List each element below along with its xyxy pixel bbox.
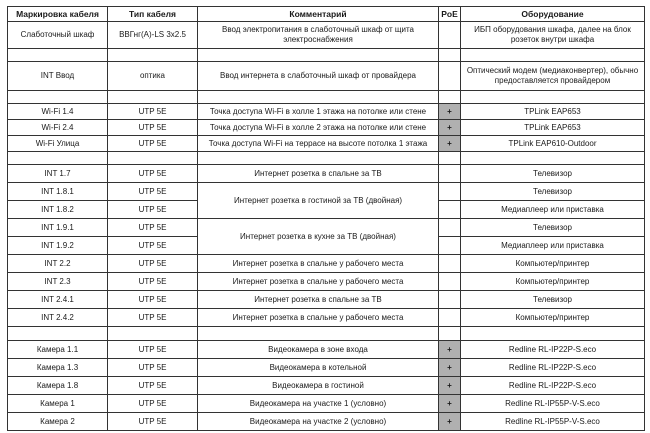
cell-equipment: Redline RL-IP55P-V-S.eco	[461, 413, 645, 431]
table-row	[8, 183, 645, 201]
cable-table	[7, 6, 645, 431]
cell-poe	[439, 62, 461, 91]
cell-comment	[198, 327, 439, 341]
cell-type	[108, 152, 198, 165]
cell-marking: Wi-Fi 2.4	[8, 120, 108, 136]
cell-poe: +	[439, 359, 461, 377]
cell-type	[108, 91, 198, 104]
cell-comment	[198, 49, 439, 62]
cell-marking: INT 1.7	[8, 165, 108, 183]
cell-type: UTP 5E	[108, 237, 198, 255]
spacer-row	[8, 49, 645, 62]
cell-poe	[439, 22, 461, 49]
spacer-row	[8, 327, 645, 341]
cell-comment: Точка доступа Wi-Fi на террасе на высоте потолка 1 этажа	[198, 136, 439, 152]
cell-type: UTP 5E	[108, 183, 198, 201]
cell-equipment: Телевизор	[461, 165, 645, 183]
cell-comment: Интернет розетка в спальне у рабочего места	[198, 273, 439, 291]
cell-type	[108, 49, 198, 62]
table-header	[8, 7, 645, 22]
cell-marking: INT 1.8.2	[8, 201, 108, 219]
table-body	[8, 22, 645, 431]
document-sheet	[7, 6, 645, 431]
cell-poe	[439, 152, 461, 165]
table-row	[8, 395, 645, 413]
table-row	[8, 62, 645, 91]
cell-comment: Видеокамера в зоне входа	[198, 341, 439, 359]
table-row	[8, 291, 645, 309]
cell-poe	[439, 49, 461, 62]
cell-comment: Точка доступа Wi-Fi в холле 2 этажа на потолке или стене	[198, 120, 439, 136]
cell-type: оптика	[108, 62, 198, 91]
table-row	[8, 413, 645, 431]
cell-type: UTP 5E	[108, 165, 198, 183]
header-cell-equipment: Оборудование	[461, 7, 645, 22]
cell-marking: Камера 1.3	[8, 359, 108, 377]
cell-equipment: Медиаплеер или приставка	[461, 201, 645, 219]
table-row	[8, 255, 645, 273]
cell-equipment: Медиаплеер или приставка	[461, 237, 645, 255]
cell-poe: +	[439, 104, 461, 120]
cell-comment	[198, 91, 439, 104]
cell-marking: INT Ввод	[8, 62, 108, 91]
cell-equipment	[461, 327, 645, 341]
cell-type	[108, 327, 198, 341]
cell-type: UTP 5E	[108, 219, 198, 237]
cell-marking: Слаботочный шкаф	[8, 22, 108, 49]
cell-type: UTP 5E	[108, 341, 198, 359]
cell-type: UTP 5E	[108, 413, 198, 431]
cell-equipment: Оптический модем (медиаконвертер), обычно предоставляется провайдером	[461, 62, 645, 91]
cell-comment: Интернет розетка в спальне за ТВ	[198, 165, 439, 183]
cell-marking: Камера 2	[8, 413, 108, 431]
cell-poe: +	[439, 136, 461, 152]
table-row	[8, 341, 645, 359]
cell-type: UTP 5E	[108, 201, 198, 219]
cell-equipment: Компьютер/принтер	[461, 309, 645, 327]
cell-equipment: Redline RL-IP22P-S.eco	[461, 359, 645, 377]
cell-poe	[439, 237, 461, 255]
cell-poe	[439, 165, 461, 183]
cell-equipment: TPLink EAP653	[461, 120, 645, 136]
cell-marking: INT 2.2	[8, 255, 108, 273]
cell-comment: Видеокамера на участке 1 (условно)	[198, 395, 439, 413]
cell-poe: +	[439, 120, 461, 136]
cell-marking	[8, 152, 108, 165]
cell-marking: Камера 1.1	[8, 341, 108, 359]
cell-marking: INT 2.3	[8, 273, 108, 291]
table-row	[8, 219, 645, 237]
cell-equipment: Redline RL-IP55P-V-S.eco	[461, 395, 645, 413]
cell-marking: INT 1.9.1	[8, 219, 108, 237]
cell-comment	[198, 152, 439, 165]
cell-equipment	[461, 91, 645, 104]
cell-comment: Интернет розетка в кухне за ТВ (двойная)	[198, 219, 439, 255]
cell-poe	[439, 201, 461, 219]
cell-comment: Видеокамера на участке 2 (условно)	[198, 413, 439, 431]
cell-type: ВВГнг(А)-LS 3x2.5	[108, 22, 198, 49]
cell-type: UTP 5E	[108, 273, 198, 291]
cell-marking: INT 1.9.2	[8, 237, 108, 255]
cell-poe	[439, 309, 461, 327]
spacer-row	[8, 91, 645, 104]
cell-type: UTP 5E	[108, 309, 198, 327]
table-row	[8, 104, 645, 120]
table-row	[8, 273, 645, 291]
header-cell-poe: PoE	[439, 7, 461, 22]
cell-marking	[8, 91, 108, 104]
cell-comment: Видеокамера в котельной	[198, 359, 439, 377]
cell-comment: Ввод электропитания в слаботочный шкаф от щита электроснабжения	[198, 22, 439, 49]
cell-type: UTP 5E	[108, 291, 198, 309]
cell-marking: Камера 1	[8, 395, 108, 413]
cell-poe	[439, 273, 461, 291]
cell-comment: Ввод интернета в слаботочный шкаф от провайдера	[198, 62, 439, 91]
cell-type: UTP 5E	[108, 104, 198, 120]
cell-poe	[439, 91, 461, 104]
cell-poe: +	[439, 377, 461, 395]
cell-marking: Wi-Fi 1.4	[8, 104, 108, 120]
cell-equipment: Телевизор	[461, 219, 645, 237]
cell-marking: Камера 1.8	[8, 377, 108, 395]
header-cell-type: Тип кабеля	[108, 7, 198, 22]
table-row	[8, 165, 645, 183]
cell-equipment: TPLink EAP610-Outdoor	[461, 136, 645, 152]
table-row	[8, 120, 645, 136]
cell-marking: Wi-Fi Улица	[8, 136, 108, 152]
cell-poe: +	[439, 395, 461, 413]
cell-poe	[439, 291, 461, 309]
cell-equipment: Redline RL-IP22P-S.eco	[461, 377, 645, 395]
header-cell-comment: Комментарий	[198, 7, 439, 22]
cell-marking	[8, 327, 108, 341]
cell-poe	[439, 219, 461, 237]
cell-type: UTP 5E	[108, 395, 198, 413]
cell-equipment: Компьютер/принтер	[461, 255, 645, 273]
cell-comment: Видеокамера в гостиной	[198, 377, 439, 395]
cell-type: UTP 5E	[108, 377, 198, 395]
cell-equipment: Компьютер/принтер	[461, 273, 645, 291]
cell-equipment: TPLink EAP653	[461, 104, 645, 120]
cell-poe	[439, 327, 461, 341]
cell-equipment	[461, 49, 645, 62]
cell-equipment: Телевизор	[461, 291, 645, 309]
cell-comment: Интернет розетка в спальне у рабочего места	[198, 255, 439, 273]
table-row	[8, 22, 645, 49]
cell-equipment: ИБП оборудования шкафа, далее на блок розеток внутри шкафа	[461, 22, 645, 49]
cell-type: UTP 5E	[108, 120, 198, 136]
cell-comment: Точка доступа Wi-Fi в холле 1 этажа на потолке или стене	[198, 104, 439, 120]
cell-marking: INT 2.4.1	[8, 291, 108, 309]
cell-type: UTP 5E	[108, 359, 198, 377]
cell-marking	[8, 49, 108, 62]
header-row	[8, 7, 645, 22]
cell-poe	[439, 183, 461, 201]
cell-type: UTP 5E	[108, 255, 198, 273]
cell-poe: +	[439, 413, 461, 431]
cell-comment: Интернет розетка в спальне за ТВ	[198, 291, 439, 309]
cell-comment: Интернет розетка в гостиной за ТВ (двойная)	[198, 183, 439, 219]
cell-comment: Интернет розетка в спальне у рабочего места	[198, 309, 439, 327]
header-cell-marking: Маркировка кабеля	[8, 7, 108, 22]
cell-marking: INT 1.8.1	[8, 183, 108, 201]
table-row	[8, 359, 645, 377]
spacer-row	[8, 152, 645, 165]
cell-poe: +	[439, 341, 461, 359]
cell-equipment	[461, 152, 645, 165]
cell-marking: INT 2.4.2	[8, 309, 108, 327]
table-row	[8, 136, 645, 152]
table-row	[8, 309, 645, 327]
cell-equipment: Redline RL-IP22P-S.eco	[461, 341, 645, 359]
cell-type: UTP 5E	[108, 136, 198, 152]
cell-equipment: Телевизор	[461, 183, 645, 201]
table-row	[8, 377, 645, 395]
cell-poe	[439, 255, 461, 273]
